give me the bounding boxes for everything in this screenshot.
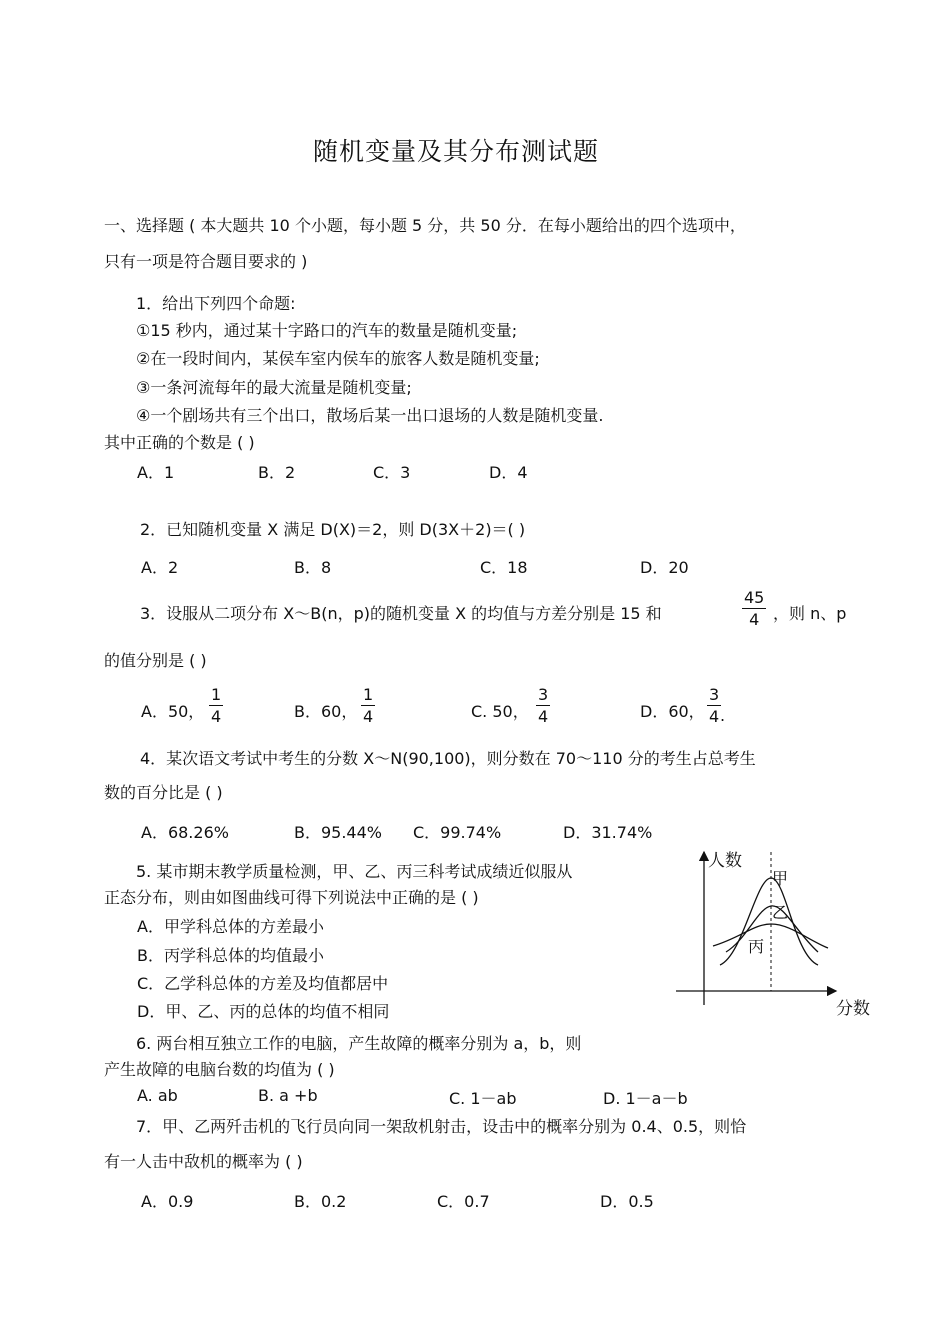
q1-ask: 其中正确的个数是 ( ) [104, 433, 255, 452]
q1-item-3: ③一条河流每年的最大流量是随机变量; [136, 378, 412, 397]
page-title: 随机变量及其分布测试题 [313, 137, 600, 166]
q7-option-b: B．0.2 [294, 1192, 347, 1211]
q7-stem-line1: 7．甲、乙两歼击机的飞行员向同一架敌机射击，设击中的概率分别为 0.4、0.5，则恰 [136, 1117, 747, 1136]
q5-option-b: B．丙学科总体的均值最小 [137, 946, 324, 965]
q3-option-d: D．60， [640, 702, 705, 721]
q3-option-d-suffix: . [720, 706, 726, 725]
q3-fraction-denominator: 4 [749, 610, 760, 629]
fraction-denominator: 4 [709, 707, 720, 726]
q1-item-4: ④一个剧场共有三个出口，散场后某一出口退场的人数是随机变量. [136, 406, 604, 425]
q6-option-c: C. 1－ab [449, 1089, 517, 1108]
y-axis-label: 人数 [708, 851, 742, 871]
q1-option-a: A．1 [137, 463, 175, 482]
fraction-numerator: 3 [709, 685, 720, 704]
q4-stem-line2: 数的百分比是 ( ) [104, 783, 223, 802]
fraction-denominator: 4 [538, 707, 549, 726]
fraction-denominator: 4 [211, 707, 222, 726]
q7-option-c: C．0.7 [437, 1192, 490, 1211]
q3-stem-a: 3．设服从二项分布 X～B(n，p)的随机变量 X 的均值与方差分别是 15 和 [140, 604, 662, 623]
q3-option-c: C. 50， [471, 702, 529, 721]
section-header-line2: 只有一项是符合题目要求的 ) [104, 252, 308, 271]
q5-option-d: D．甲、乙、丙的总体的均值不相同 [137, 1002, 390, 1021]
q4-option-a: A．68.26% [141, 823, 229, 842]
fraction-numerator: 3 [538, 685, 549, 704]
q1-option-b: B．2 [258, 463, 296, 482]
normal-distribution-figure [668, 840, 883, 1020]
q2-option-a: A．2 [141, 558, 179, 577]
q4-option-b: B．95.44% [294, 823, 382, 842]
q3-stem-line2: 的值分别是 ( ) [104, 651, 207, 670]
q3-option-c-fraction [536, 687, 550, 725]
q5-stem-line1: 5. 某市期末教学质量检测，甲、乙、丙三科考试成绩近似服从 [136, 862, 573, 881]
q7-option-d: D．0.5 [600, 1192, 654, 1211]
q5-stem-line2: 正态分布，则由如图曲线可得下列说法中正确的是 ( ) [104, 888, 479, 907]
q6-option-b: B. a +b [258, 1086, 318, 1105]
fraction-numerator: 1 [363, 685, 374, 704]
q5-option-c: C．乙学科总体的方差及均值都居中 [137, 974, 389, 993]
q2-option-c: C．18 [480, 558, 528, 577]
q3-option-a-fraction [209, 687, 223, 725]
q2-option-b: B．8 [294, 558, 332, 577]
q1-item-2: ②在一段时间内，某侯车室内侯车的旅客人数是随机变量; [136, 349, 540, 368]
q3-option-a: A．50， [141, 702, 205, 721]
q6-stem-line2: 产生故障的电脑台数的均值为 ( ) [104, 1060, 335, 1079]
x-axis-label: 分数 [836, 999, 870, 1019]
q1-stem: 1．给出下列四个命题: [136, 294, 296, 313]
q4-stem-line1: 4．某次语文考试中考生的分数 X～N(90,100)，则分数在 70～110 分的考生占总考生 [140, 749, 756, 768]
section-header-line1: 一、选择题 ( 本大题共 10 个小题，每小题 5 分，共 50 分．在每小题给出的四个选项中， [104, 216, 746, 235]
q6-stem-line1: 6. 两台相互独立工作的电脑，产生故障的概率分别为 a，b，则 [136, 1034, 582, 1053]
q3-stem-b: ，则 n、p [773, 604, 847, 623]
q4-option-c: C．99.74% [413, 823, 502, 842]
fraction-numerator: 1 [211, 685, 222, 704]
q5-option-a: A．甲学科总体的方差最小 [137, 917, 324, 936]
q4-option-d: D．31.74% [563, 823, 653, 842]
q1-option-d: D．4 [489, 463, 528, 482]
curve-label-yi: 乙 [772, 903, 789, 922]
q7-option-a: A．0.9 [141, 1192, 194, 1211]
curve-label-bing: 丙 [748, 937, 765, 956]
q1-item-1: ①15 秒内，通过某十字路口的汽车的数量是随机变量; [136, 321, 518, 340]
fraction-denominator: 4 [363, 707, 374, 726]
curve-jia [720, 878, 818, 965]
q3-fraction [742, 590, 766, 628]
q6-option-a: A. ab [137, 1086, 178, 1105]
q2-option-d: D．20 [640, 558, 689, 577]
q3-fraction-numerator: 45 [744, 588, 765, 607]
q2-stem: 2．已知随机变量 X 满足 D(X)＝2，则 D(3X＋2)＝( ) [140, 520, 526, 539]
q7-stem-line2: 有一人击中敌机的概率为 ( ) [104, 1152, 303, 1171]
q6-option-d: D. 1－a－b [603, 1089, 688, 1108]
curve-label-jia: 甲 [772, 869, 789, 888]
q1-option-c: C．3 [373, 463, 411, 482]
q3-option-b-fraction [361, 687, 375, 725]
q3-option-b: B．60， [294, 702, 358, 721]
